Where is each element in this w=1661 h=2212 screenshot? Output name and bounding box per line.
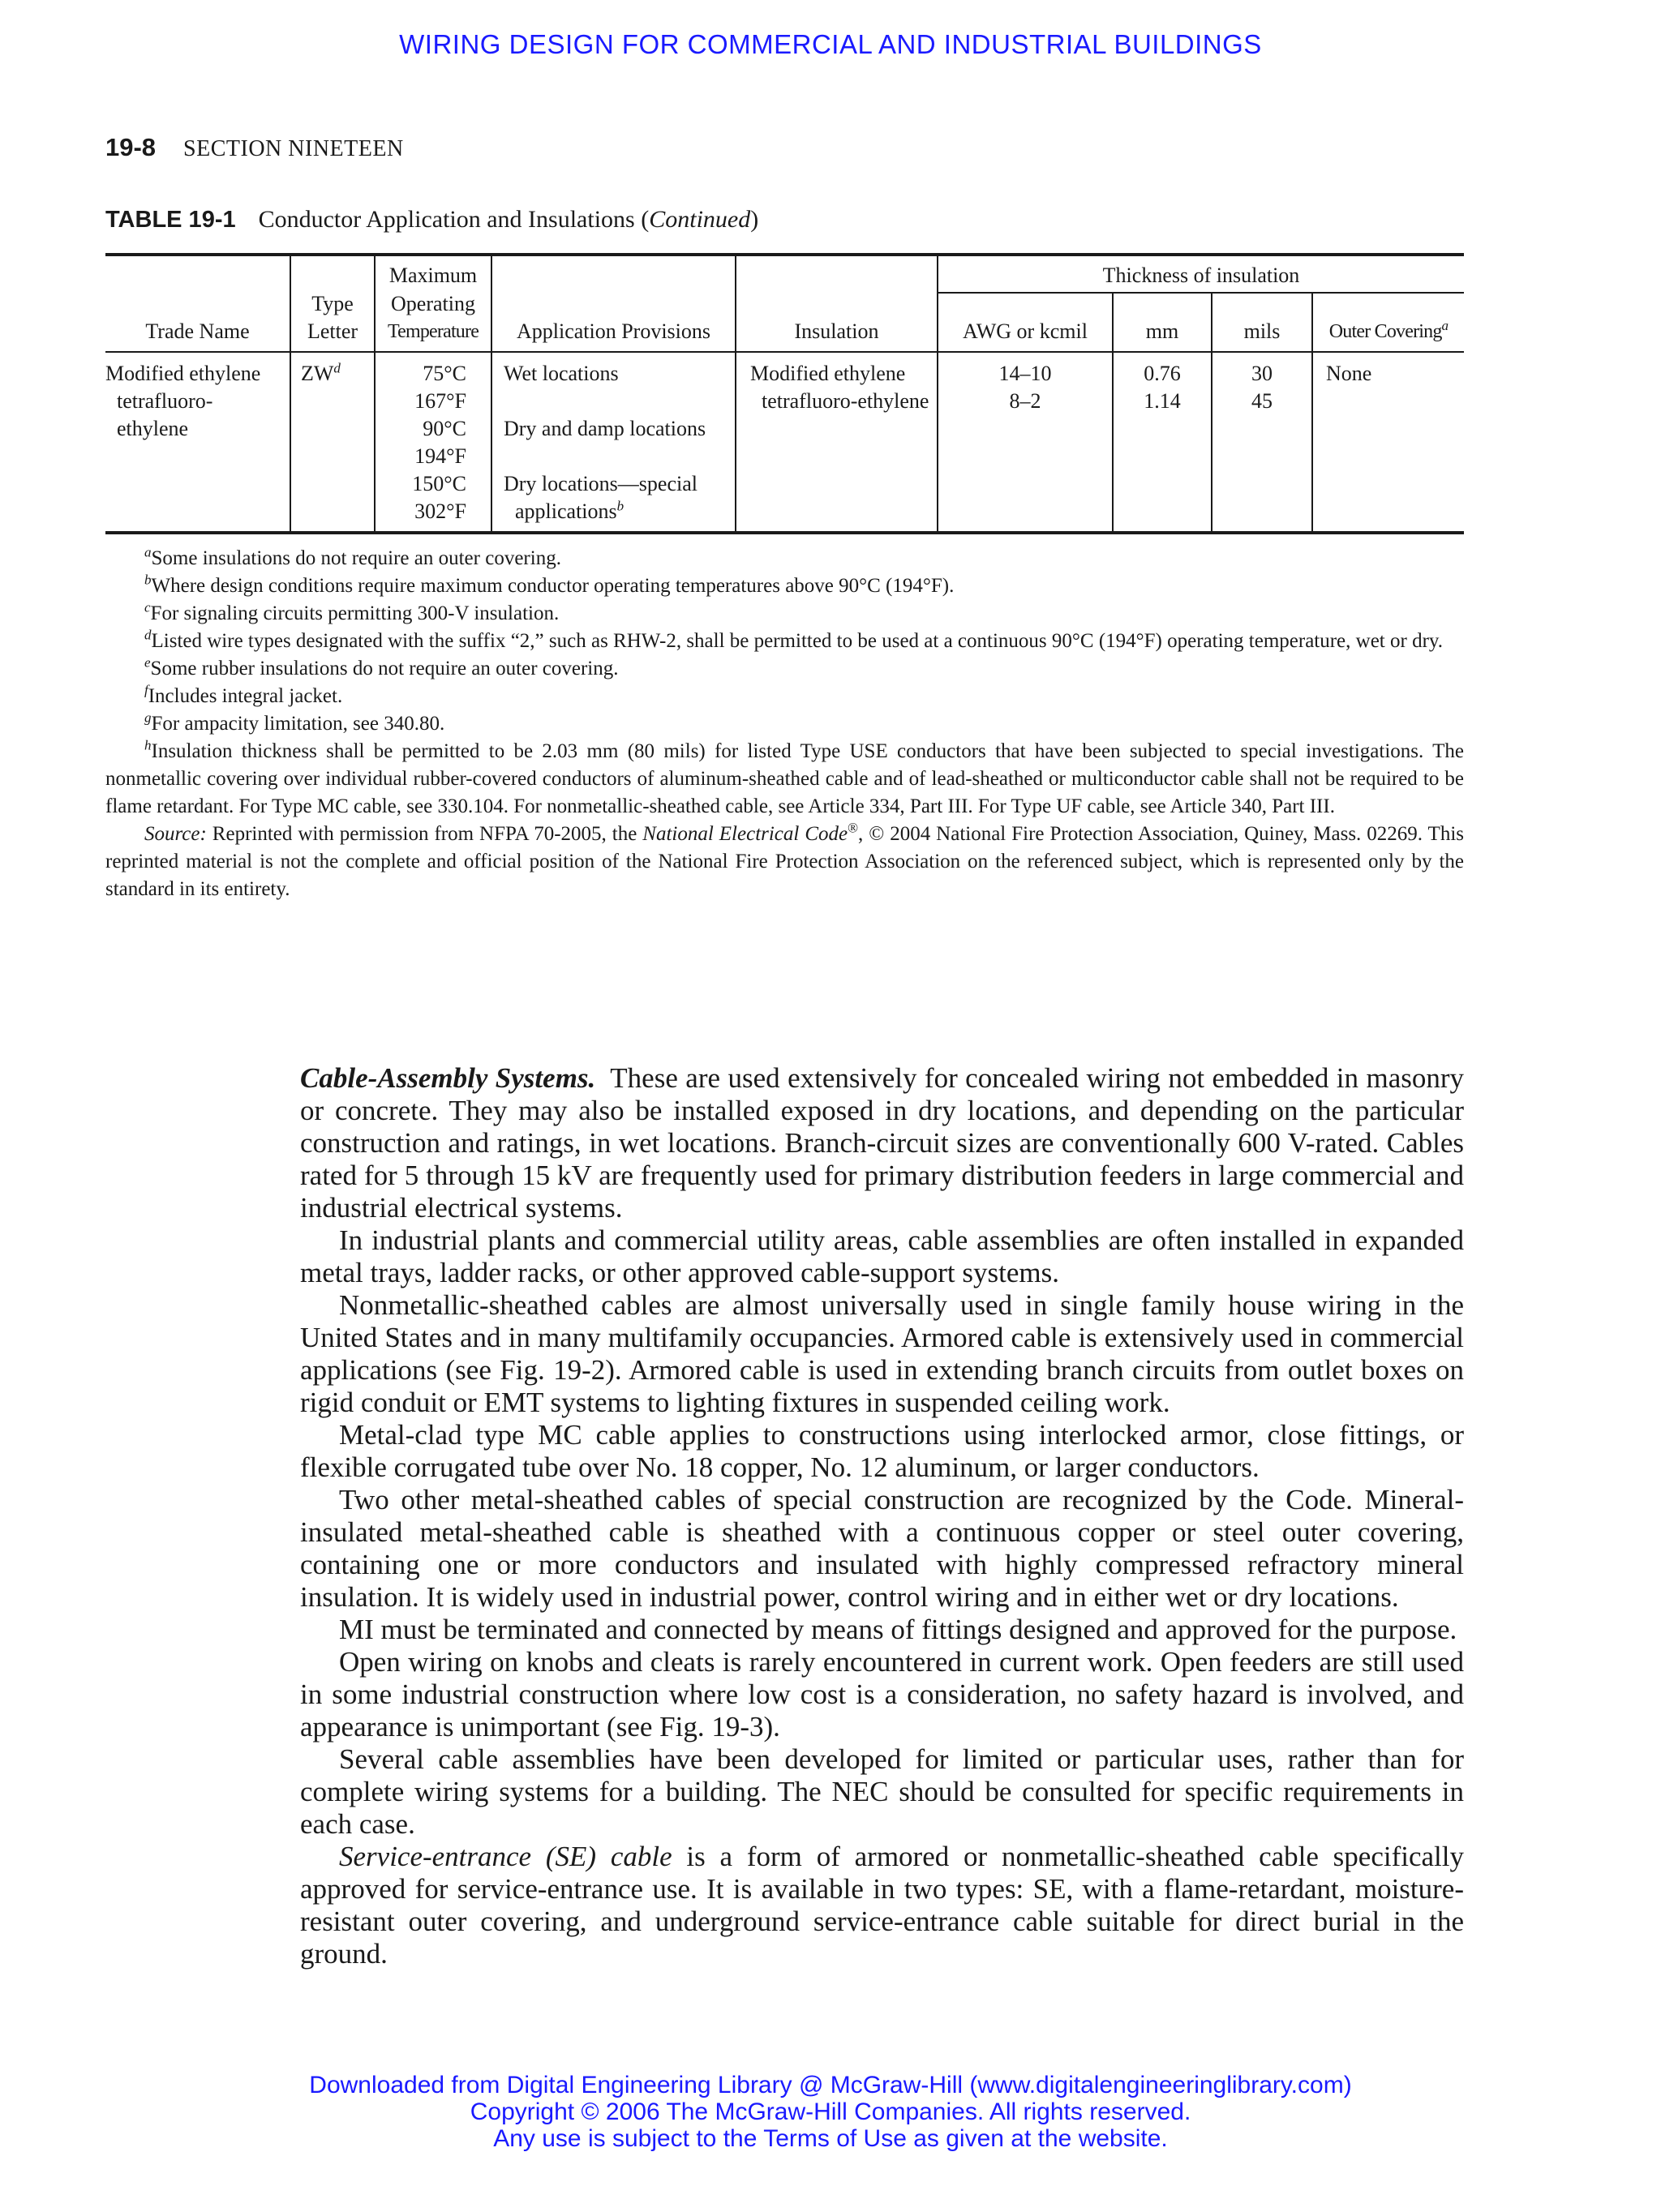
header-type-line1: Type	[311, 292, 354, 315]
temp-75c: 75°C	[423, 362, 466, 385]
app-dry-damp: Dry and damp locations	[504, 417, 706, 440]
header-type-line2: Letter	[307, 319, 358, 343]
footnote-text: For signaling circuits permitting 300-V insulation.	[150, 602, 560, 624]
table-bottom-rule	[105, 531, 1464, 534]
footnote-ref: d	[333, 360, 341, 376]
table-top-rule	[105, 253, 1464, 256]
footnote-text: Includes integral jacket.	[148, 685, 343, 707]
thickness-rule	[938, 292, 1464, 294]
footnote-text: Insulation thickness shall be permitted to be 2.03 mm (80 mils) for listed Type USE conductors that have been subjected to special investigations. The nonmetallic covering over individual rubber-covered conductors of aluminum-sheathed cable and of lead-sheathed or multiconductor cable shall not be required to be flame retardant. For Type MC cable, see 330.104. For nonmetallic-sheathed cable, see Article 334, Part III. For Type UF cable, see Article 340, Part III.	[105, 740, 1464, 817]
header-thickness: Thickness of insulation	[1102, 264, 1300, 287]
paragraph: Metal-clad type MC cable applies to constructions using interlocked armor, close fittings, or flexible corrugated tube over No. 18 copper, No. 12 aluminum, or larger conductors.	[300, 1419, 1464, 1483]
section-title: SECTION NINETEEN	[183, 136, 404, 161]
app-dry-special: Dry locations—special	[504, 472, 697, 495]
header-mm: mm	[1145, 319, 1179, 343]
source-note	[105, 821, 1464, 903]
mils-2: 45	[1251, 389, 1273, 413]
header-bottom-rule	[105, 351, 1464, 353]
header-outer-label: Outer Covering	[1328, 321, 1442, 342]
mm-2: 1.14	[1144, 389, 1181, 413]
footnote	[105, 738, 1464, 821]
table-caption	[105, 206, 758, 234]
registered-mark: ®	[848, 820, 859, 836]
paragraph: Two other metal-sheathed cables of special construction are recognized by the Code. Mineral-insulated metal-sheathed cable is sheathed with a continuous copper or steel outer covering, containing one or more conductors and insulated with highly compressed refractory mineral insulation. It is widely used in industrial power, control wiring and in either wet or dry locations.	[300, 1484, 1464, 1613]
footnote-mark: c	[144, 599, 151, 615]
awg-1: 14–10	[998, 362, 1052, 385]
footnote-text: Some insulations do not require an outer covering.	[151, 547, 561, 569]
header-max-line3: Temperature	[387, 321, 479, 342]
source-code-title: National Electrical Code	[642, 823, 848, 845]
page-number: 19-8	[105, 133, 157, 161]
temp-90c: 90°C	[423, 417, 466, 440]
paragraph-text: is a form of armored or nonmetallic-sheathed cable specifically approved for service-entrance use. It is available in two types: SE, with a flame-retardant, moisture-resistant outer covering, and underground service-entrance cable suitable for direct burial in the ground.	[300, 1841, 1464, 1970]
awg-2: 8–2	[1009, 389, 1041, 413]
app-applications-label: applications	[515, 499, 617, 523]
insulation-line2: tetrafluoro-ethylene	[762, 389, 929, 413]
footnote-mark: f	[144, 682, 148, 698]
temp-302f: 302°F	[414, 499, 466, 523]
footnote	[105, 655, 1464, 683]
paragraph: Open wiring on knobs and cleats is rarely encountered in current work. Open feeders are still used in some industrial construction where low cost is a consideration, no safety hazard is involved, and appearance is unimportant (see Fig. 19-3).	[300, 1646, 1464, 1743]
italic-term: Service-entrance (SE) cable	[339, 1841, 672, 1872]
paragraph: MI must be terminated and connected by means of fittings designed and approved for the purpose.	[339, 1614, 1457, 1645]
trade-name-line3: ethylene	[117, 417, 189, 440]
footnote-mark: g	[144, 709, 152, 726]
table-title: Conductor Application and Insulations (	[258, 206, 650, 233]
trade-name-line2: tetrafluoro-	[117, 389, 213, 413]
footnote	[105, 683, 1464, 710]
body-text	[300, 1062, 1464, 1970]
source-text: Reprinted with permission from NFPA 70-2005, the	[206, 823, 643, 845]
paragraph-text: These are used extensively for concealed wiring not embedded in masonry or concrete. They may also be installed exposed in dry locations, and depending on the particular construction and ratings, in wet locations. Branch-circuit sizes are conventionally 600 V-rated. Cables rated for 5 through 15 kV are frequently used for primary distribution feeders in large commercial and industrial electrical systems.	[300, 1062, 1465, 1224]
source-label: Source:	[144, 823, 207, 845]
footnote-ref: a	[1441, 318, 1449, 333]
temp-150c: 150°C	[412, 472, 466, 495]
footnote	[105, 572, 1464, 600]
header-application: Application Provisions	[516, 319, 711, 343]
mils-1: 30	[1251, 362, 1273, 385]
footnote-text: Some rubber insulations do not require an outer covering.	[150, 658, 619, 679]
header-max-line2: Operating	[391, 292, 475, 315]
mm-1: 0.76	[1144, 362, 1181, 385]
footnote-mark: d	[144, 627, 152, 643]
app-applications	[515, 498, 624, 525]
footnote-mark: b	[144, 572, 152, 588]
footnote-text: For ampacity limitation, see 340.80.	[151, 713, 445, 735]
header-mils: mils	[1243, 319, 1281, 343]
header-outer-covering	[1313, 318, 1464, 345]
header-insulation: Insulation	[794, 319, 879, 343]
paragraph: In industrial plants and commercial utility areas, cable assemblies are often installed in expanded metal trays, ladder racks, or other approved cable-support systems.	[300, 1224, 1464, 1288]
source-text: , © 2004 National Fire Protection Association, Quiney, Mass. 02269. This reprinted material is not the complete and official position of the National Fire Protection Association on the referenced subject, which is represented only by the standard in its entirety.	[105, 823, 1464, 900]
footnote-text: Listed wire types designated with the suffix “2,” such as RHW-2, shall be permitted to be used at a continuous 90°C (194°F) operating temperature, wet or dry.	[151, 630, 1444, 652]
run-in-heading: Cable-Assembly Systems.	[300, 1062, 596, 1094]
insulation-line1: Modified ethylene	[750, 362, 906, 385]
footer-line: Copyright © 2006 The McGraw-Hill Companies. All rights reserved.	[470, 2098, 1191, 2125]
footer-line[interactable]: Downloaded from Digital Engineering Library @ McGraw-Hill (www.digitalengineeringlibrary.com)	[309, 2072, 1352, 2098]
header-max-line1: Maximum	[388, 264, 478, 287]
footnote	[105, 545, 1464, 572]
app-wet: Wet locations	[504, 362, 619, 385]
paragraph	[300, 1841, 1464, 1970]
footnote-ref: b	[616, 498, 624, 514]
page-banner: WIRING DESIGN FOR COMMERCIAL AND INDUSTRIAL BUILDINGS	[399, 29, 1262, 59]
header-trade-name: Trade Name	[145, 319, 250, 343]
footnote-mark: a	[144, 544, 152, 560]
outer-covering-value: None	[1326, 362, 1372, 385]
footer-line: Any use is subject to the Terms of Use as given at the website.	[493, 2125, 1168, 2152]
footnote-mark: e	[144, 654, 151, 671]
temp-167f: 167°F	[414, 389, 466, 413]
table-footnotes	[105, 545, 1464, 903]
table-continued: Continued	[649, 206, 751, 233]
paragraph: Several cable assemblies have been developed for limited or particular uses, rather than for complete wiring systems for a building. The NEC should be consulted for specific requirements in each case.	[300, 1743, 1464, 1840]
paragraph: Nonmetallic-sheathed cables are almost universally used in single family house wiring in the United States and in many multifamily occupancies. Armored cable is extensively used in commercial applications (see Fig. 19-2). Armored cable is used in extending branch circuits from outlet boxes on rigid conduit or EMT systems to lighting fixtures in suspended ceiling work.	[300, 1289, 1464, 1418]
footnote-mark: h	[144, 737, 152, 753]
footnote	[105, 600, 1464, 628]
table-number: TABLE 19-1	[105, 207, 236, 233]
footnote-text: Where design conditions require maximum conductor operating temperatures above 90°C (194°F).	[151, 575, 955, 597]
table-title-close: )	[750, 206, 759, 233]
type-letter-value: ZW	[301, 362, 334, 385]
header-awg: AWG or kcmil	[963, 319, 1088, 343]
temp-194f: 194°F	[414, 444, 466, 468]
download-footer	[0, 2072, 1661, 2152]
type-letter	[301, 360, 341, 388]
footnote	[105, 710, 1464, 738]
footnote	[105, 628, 1464, 655]
paragraph	[300, 1062, 1464, 1224]
col-divider	[491, 255, 492, 533]
trade-name-line1: Modified ethylene	[105, 362, 261, 385]
running-head	[105, 133, 404, 162]
col-divider	[735, 255, 736, 533]
